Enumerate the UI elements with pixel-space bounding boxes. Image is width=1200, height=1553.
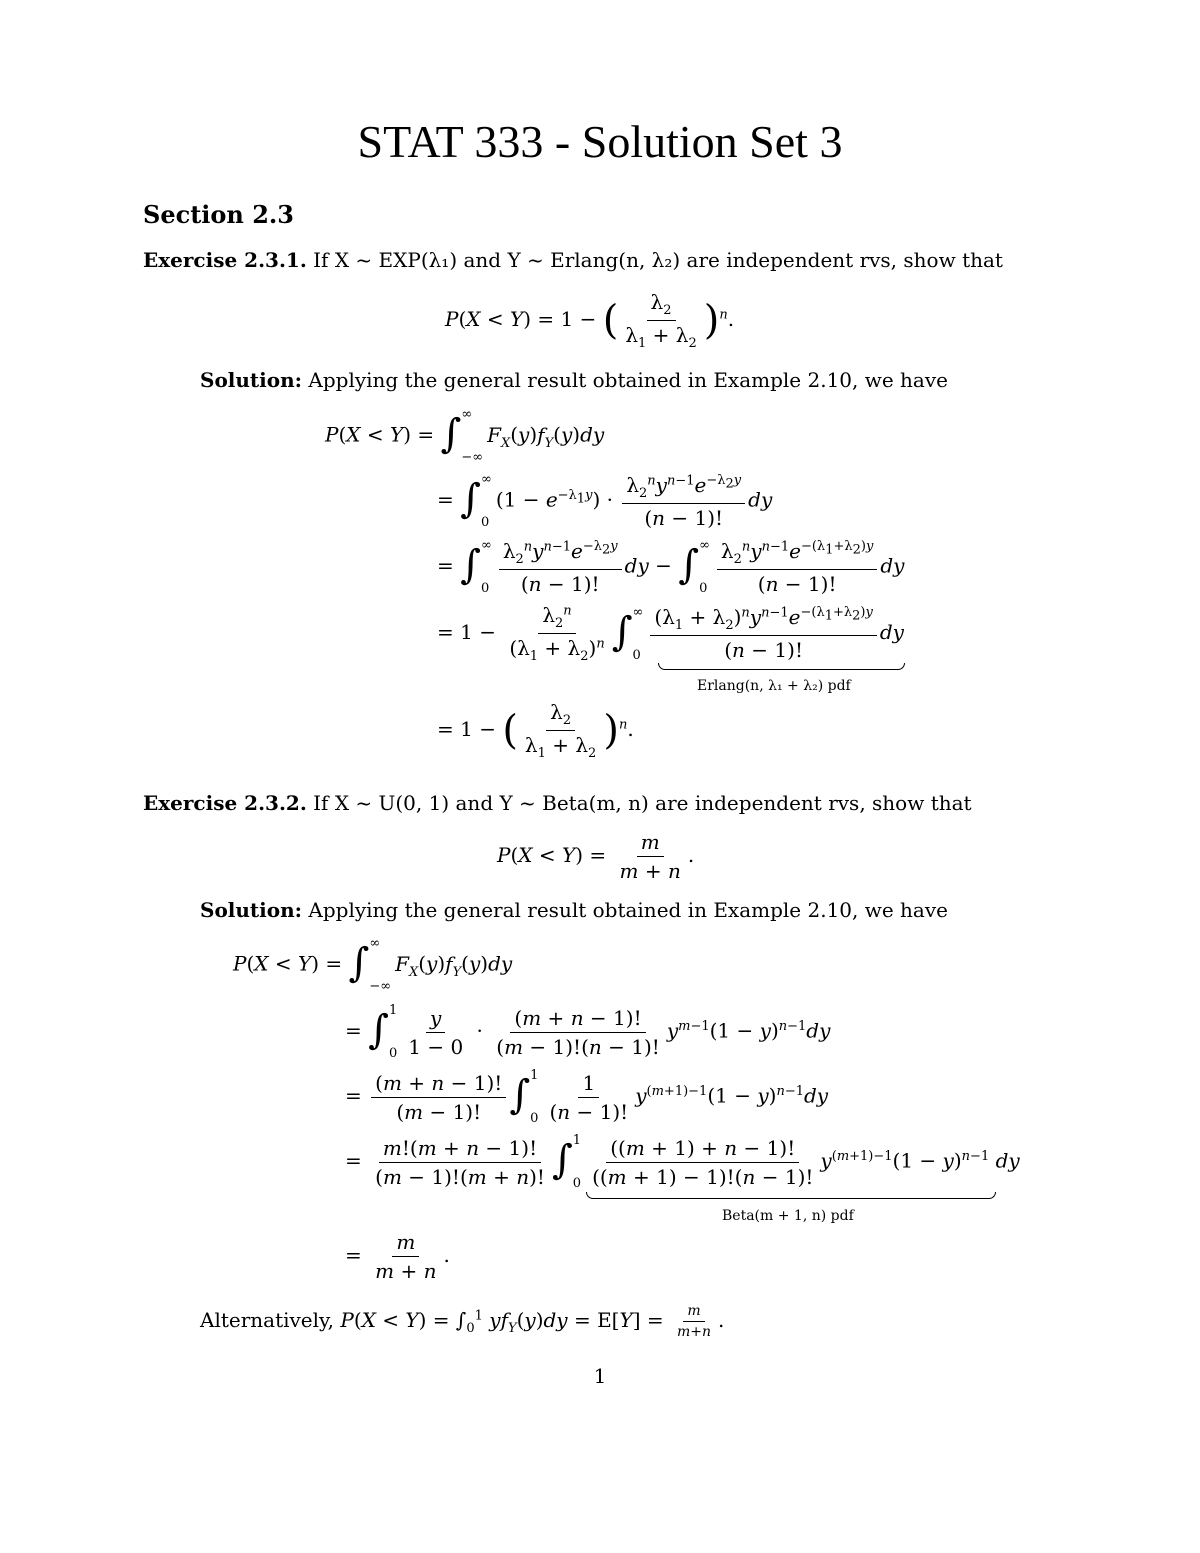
exercise-2-solution	[200, 898, 948, 922]
ex2-underbrace	[586, 1192, 996, 1199]
ex1-derivation-line-2: = ∫ ∞ 0 $(1 - e^{-\lambda_1y})$ · $\frac{\lambda_2^ny^{n-1}e^{-\lambda_2y}}{(n - 1)!}$ dy	[437, 472, 773, 530]
ex2-derivation-line-4: = $\frac{m!(m + n - 1)!}{(m - 1)!(m + n)!}$ ∫ 1 0 $\frac{((m + 1) + n - 1)!}{((m + 1) - 1)!(n - 1)!}$ $y^{(m+1)-1}(1 - y)^{n-1}$ dy	[345, 1133, 1020, 1191]
ex1-derivation-line-3: = ∫ ∞ 0 $\frac{\lambda_2^ny^{n-1}e^{-\lambda_2y}}{(n - 1)!}$ dy − ∫ ∞ 0 $\frac{\lambda_2^ny^{n-1}e^{-(\lambda_1+\lambda_2)y}}{(n - 1)!}$ dy	[437, 538, 905, 596]
ex2-derivation-line-3: = $\frac{(m + n - 1)!}{(m - 1)!}$ ∫ 1 0 $\frac{1}{(n - 1)!}$ $y^{(m+1)-1}(1 - y)^{n-1}dy$	[345, 1068, 829, 1126]
exercise-2-text: If X ~ U(0, 1) and Y ~ Beta(m, n) are independent rvs, show that	[313, 791, 972, 815]
section-heading: Section 2.3	[143, 200, 294, 229]
ex1-underbrace-label: Erlang(n, λ₁ + λ₂) pdf	[697, 678, 851, 694]
ex2-alternative-prefix: Alternatively,	[200, 1308, 335, 1332]
exercise-1-solution	[200, 368, 948, 392]
exercise-1-solution-text: Applying the general result obtained in Example 2.10, we have	[308, 368, 948, 392]
exercise-1-statement	[143, 248, 1003, 272]
ex1-underbrace	[658, 663, 905, 670]
exercise-2-solution-text: Applying the general result obtained in Example 2.10, we have	[308, 898, 948, 922]
exercise-2-statement	[143, 791, 972, 815]
exercise-2-claim: P(X < Y) = $\frac{m}{m + n}$ .	[497, 830, 695, 883]
ex1-derivation-line-5: = 1 − ( $\frac{\lambda_2}{\lambda_1 + \lambda_2}$ )$^n$.	[437, 700, 634, 761]
exercise-1-label: Exercise 2.3.1.	[143, 248, 307, 272]
exercise-1-solution-label: Solution:	[200, 368, 303, 392]
ex2-alternative: Alternatively, $P(X < Y) = \int_0^1$ $yf_Y(y)dy = E[Y]$ = $\frac{m}{m+n}$ .	[200, 1303, 725, 1340]
ex1-derivation-line-4: = 1 − $\frac{\lambda_2^n}{(\lambda_1 + \lambda_2)^n}$ ∫ ∞ 0 $\frac{(\lambda_1 + \lambda_2)^ny^{n-1}e^{-(\lambda_1+\lambda_2)y}}{(n - 1)!}$ dy	[437, 603, 904, 664]
ex2-underbrace-label: Beta(m + 1, n) pdf	[722, 1208, 854, 1224]
exercise-1-claim: P(X < Y) = 1 − ( $\frac{\lambda_2}{\lambda_1 + \lambda_2}$ )$^n$.	[445, 290, 735, 351]
page-number: 1	[593, 1364, 607, 1388]
ex2-derivation-line-1: P(X < Y) = ∫ ∞ −∞ $F_X(y)f_Y(y)dy$	[233, 936, 513, 994]
ex1-derivation-line-1: P(X < Y) = ∫ ∞ −∞ $F_X(y)f_Y(y)dy$	[325, 407, 605, 465]
ex2-derivation-line-5: = $\frac{m}{m + n}$ .	[345, 1230, 450, 1283]
exercise-2-solution-label: Solution:	[200, 898, 303, 922]
page-title: STAT 333 - Solution Set 3	[357, 116, 843, 167]
exercise-1-text: If X ~ EXP(λ₁) and Y ~ Erlang(n, λ₂) are independent rvs, show that	[313, 248, 1003, 272]
exercise-2-label: Exercise 2.3.2.	[143, 791, 307, 815]
ex2-derivation-line-2: = ∫ 1 0 $\frac{y}{1 - 0}$ · $\frac{(m + n - 1)!}{(m - 1)!(n - 1)!}$ $y^{m-1}(1 - y)^{n-1}dy$	[345, 1003, 831, 1061]
